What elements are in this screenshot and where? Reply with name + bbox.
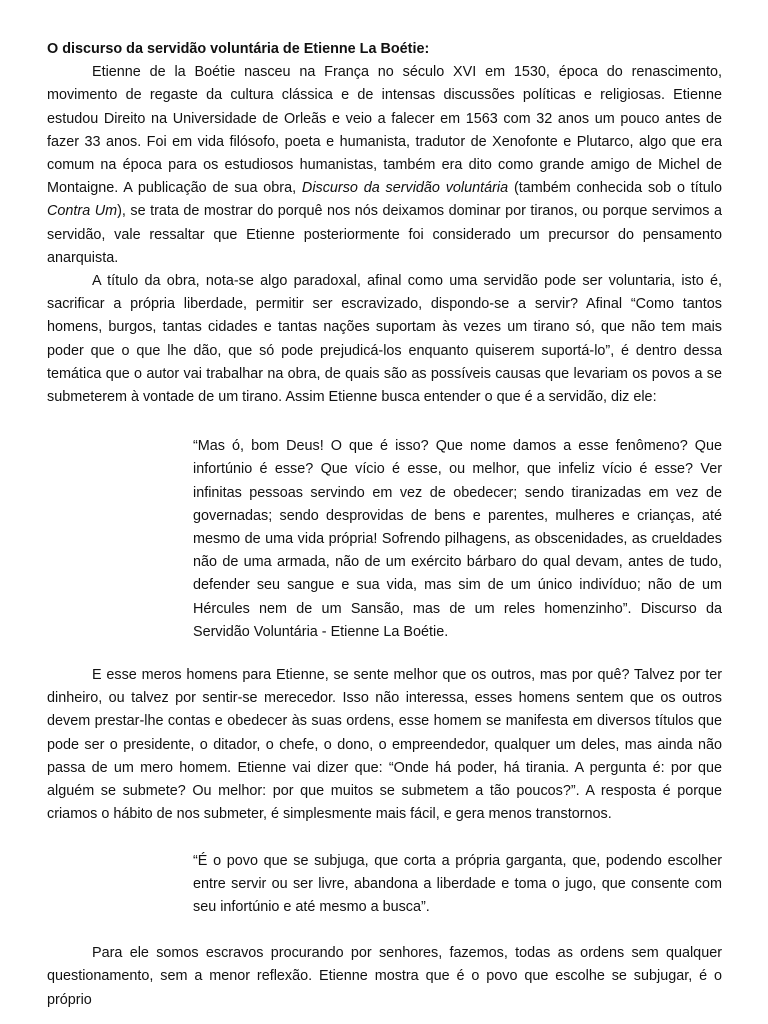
block-quote-2: “É o povo que se subjuga, que corta a própria garganta, que, podendo escolher entre servir ou ser livre, abandona a liberdade e toma o jugo, que consente com seu infortúnio e até mesmo a busca”.	[193, 852, 722, 915]
paragraph-paradox: A título da obra, nota-se algo paradoxal, afinal como uma servidão pode ser voluntaria, isto é, sacrificar a própria liberdade, permitir ser escravizado, dispondo-se a servir? Afinal “Como tantos homens, burgos, tantas cidades e tantas nações suportam às vezes um tirano só, que não tem mais poder que o que lhe dão, que só pode prejudicá-los enquanto quiserem suportá-lo”, é dentro dessa temática que o autor vai trabalhar na obra, de quais são as possíveis causas que levariam os povos a se submeterem à vontade de um tirano. Assim Etienne busca entender o que é a servidão, diz ele:	[47, 273, 722, 406]
work-title-italic: Discurso da servidão voluntária	[301, 180, 509, 197]
paragraph-intro	[47, 61, 722, 270]
paragraph-slaves: Para ele somos escravos procurando por senhores, fazemos, todas as ordens sem qualquer questionamento, sem a menor reflexão. Etienne mostra que é o povo que escolhe se subjugar, é o próprio	[47, 945, 722, 1008]
paragraph-intro-text-b: (também conhecida sob o título	[508, 180, 722, 197]
document-page	[47, 38, 722, 1012]
block-quote-1: “Mas ó, bom Deus! O que é isso? Que nome damos a esse fenômeno? Que infortúnio é esse? Que vício é esse, ou melhor, que infeliz vício é esse? Ver infinitas pessoas servindo em vez de obedecer; sendo tiranizadas em vez de governadas; sendo desprovidas de bens e parentes, mulheres e crianças, até mesmo de uma vida própria! Sofrendo pilhagens, as obscenidades, as crueldades não de uma armada, não de um exército bárbaro do qual devam, antes de tudo, defender seu sangue e sua vida, mas sim de um único indivíduo; não de um Hércules nem de um Sansão, mas de um reles homenzinho”. Discurso da Servidão Voluntária - Etienne La Boétie.	[193, 438, 722, 640]
alt-title-italic: Contra Um	[47, 203, 118, 220]
paragraph-mere-men: E esse meros homens para Etienne, se sente melhor que os outros, mas por quê? Talvez por ter dinheiro, ou talvez por sentir-se merecedor. Isso não interessa, esses homens sentem que os outros devem prestar-lhe contas e obedecer às suas ordens, esse homem se manifesta em diversos títulos que pode ser o presidente, o ditador, o chefe, o dono, o empreendedor, qualquer um deles, mas ainda não passa de um mero homem. Etienne vai dizer que: “Onde há poder, há tirania. A pergunta é: por que alguém se submete? Ou melhor: por que muitos se submetem a tão poucos?”. A resposta é porque criamos o hábito de nos submeter, é simplesmente mais fácil, e gera menos transtornos.	[47, 667, 722, 823]
document-title: O discurso da servidão voluntária de Etienne La Boétie:	[47, 41, 430, 57]
paragraph-intro-text-c: ), se trata de mostrar do porquê nos nós deixamos dominar por tiranos, ou porque servimos a servidão, vale ressaltar que Etienne posteriormente foi considerado um precursor do pensamento anarquista.	[47, 203, 722, 266]
paragraph-intro-text-a: Etienne de la Boétie nasceu na França no século XVI em 1530, época do renascimento, movimento de regaste da cultura clássica e de intensas discussões políticas e religiosas. Etienne estudou Direito na Universidade de Orleãs e veio a falecer em 1563 com 32 anos um pouco antes de fazer 33 anos. Foi em vida filósofo, poeta e humanista, tradutor de Xenofonte e Plutarco, algo que era comum na época para os estudiosos humanistas, também era dito como grande amigo de Michel de Montaigne. A publicação de sua obra,	[47, 64, 722, 197]
